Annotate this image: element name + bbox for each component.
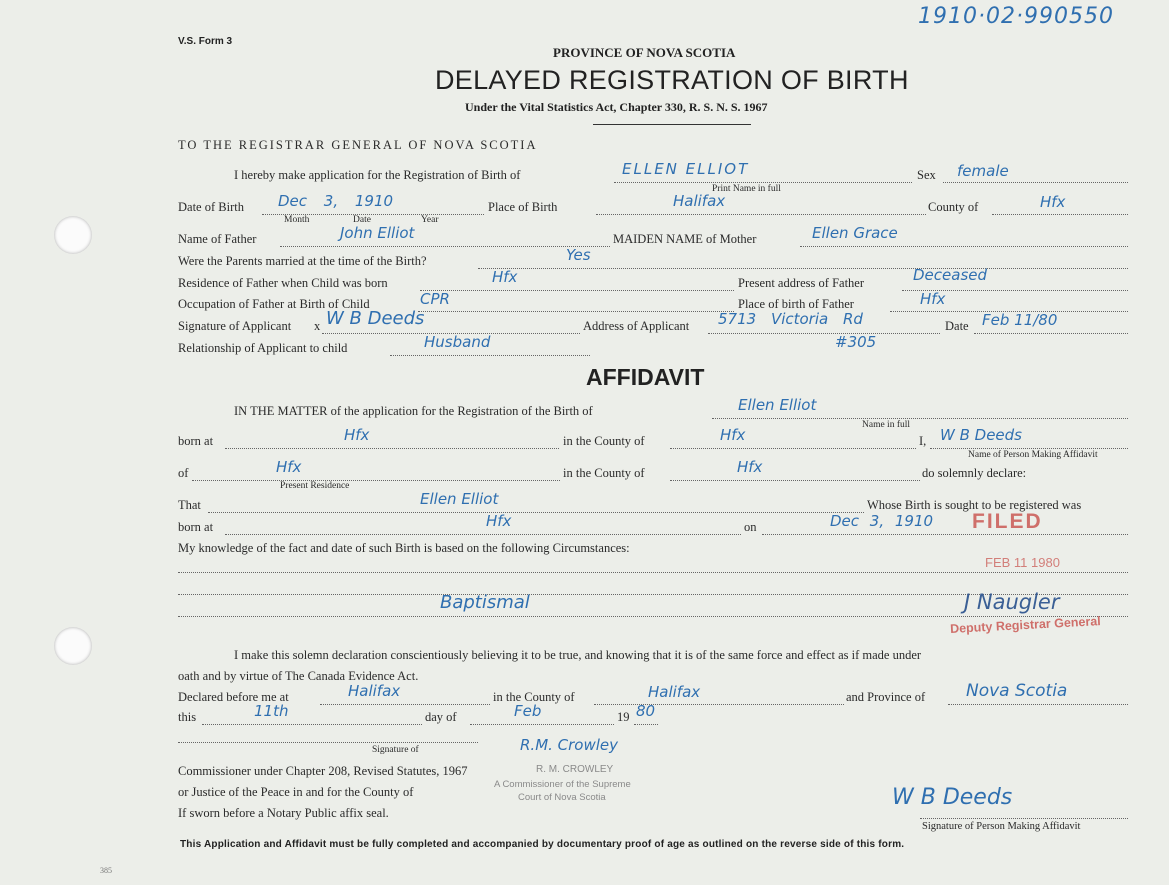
form-id: V.S. Form 3 — [178, 36, 233, 47]
affiant-name: W B Deeds — [940, 426, 1023, 444]
county-value: Hfx — [1040, 193, 1066, 211]
subtitle: Under the Vital Statistics Act, Chapter 330, R. S. N. S. 1967 — [465, 100, 768, 114]
filed-date-stamp: FEB 11 1980 — [985, 555, 1060, 570]
affiant-signature: W B Deeds — [892, 785, 1013, 810]
form-page: 1910·02·990550 V.S. Form 3 PROVINCE OF NOVA SCOTIA DELAYED REGISTRATION OF BIRTH Under the Vital Statistics Act, Chapter 330, R. S. N. S. 1967 TO THE REGISTRAR GENERAL OF NOVA SCOTIA I hereby make application for the Registration of Birth of ELLEN ELLIOT Print Name in full Sex female Date of Birth Dec 3, 1910 Month Date Year Place of Birth Halifax County of Hfx Name of Father John Elliot MAIDEN NAME of Mother Ellen Grace Were the Parents married at the time of the Birth? Yes Residence of Father when Child was born Hfx Present address of Father Deceased Occupation of Father at Birth of Child CPR Place of birth of Father Hfx Signature of Applicant x W B Deeds Address of Applicant 5713 Victoria Rd Date Feb 11/80 Relationship of Applicant to child Husband #305 AFFIDAVIT IN THE MATTER of the application for the Registration of the Birth of Ellen Elliot Name in full born at Hfx in the County of Hfx I, W B Deeds Name of Person Making Affidavit of Hfx Present Residence in the County of Hfx do solemnly declare: That Ellen Elliot Whose Birth is sought to be registered was born at Hfx on Dec 3, 1910 My knowledge of the fact and date of such Birth is based on the following Circumstances: Baptismal I make this solemn declaration conscientiously believing it to be true, and knowing that it is of the same force and effect as if made under oath and by virtue of The Canada Evidence Act. Declared before me at Halifax in the County of Halifax and Province of Nova Scotia this 11th day of Feb 19 80 R.M. Crowley Signature of Commissioner under Chapter 208, Revised Statutes, 1967 or Justice of the Peace in and for the County of If sworn before a Notary Public affix seal. R. M. CROWLEY A Commissioner of the Supreme Court of Nova Scotia W B Deeds Signature of Person Making Affidavit FILED FEB 11 1980 J Naugler Deputy Registrar General This Application and Affidavit must be fully completed and accompanied by documentary proof of age as outlined on the reverse side of this form. 385 — [0, 0, 1169, 885]
affiant-note: Name of Person Making Affidavit — [968, 450, 1098, 460]
declaration-line-2: oath and by virtue of The Canada Evidence Act. — [178, 669, 419, 683]
punch-hole-bottom — [54, 627, 92, 665]
child-name: ELLEN ELLIOT — [622, 160, 750, 178]
province-heading: PROVINCE OF NOVA SCOTIA — [553, 45, 736, 60]
this-label: this — [178, 710, 197, 724]
sex-label: Sex — [917, 168, 936, 182]
married-label: Were the Parents married at the time of the Birth? — [178, 254, 427, 268]
i-label: I, — [919, 434, 927, 448]
year-suffix: 80 — [636, 702, 656, 720]
solemn-label: do solemnly declare: — [922, 466, 1027, 480]
notary-note: If sworn before a Notary Public affix seal. — [178, 806, 389, 820]
born-at-value: Hfx — [344, 426, 370, 444]
pob-value: Halifax — [673, 192, 726, 210]
father-pob-label: Place of birth of Father — [738, 297, 854, 311]
county-value-3: Halifax — [648, 683, 701, 701]
this-value: 11th — [254, 702, 289, 720]
declaration-line-1: I make this solemn declaration conscientiously believing it to be true, and knowing that it is of the same force and effect as if made under — [234, 648, 922, 662]
that-label: That — [178, 498, 201, 512]
application-intro: I hereby make application for the Registration of Birth of — [234, 168, 521, 182]
affiant-signature-note: Signature of Person Making Affidavit — [922, 821, 1081, 832]
day-of-label: day of — [425, 710, 457, 724]
name-in-full-note: Name in full — [862, 420, 911, 430]
county-label: County of — [928, 200, 979, 214]
signature-of-label: Signature of — [372, 745, 419, 755]
filed-stamp: FILED — [972, 510, 1043, 533]
in-county-value: Hfx — [720, 426, 746, 444]
that-value: Ellen Elliot — [420, 490, 499, 508]
circumstance-value: Baptismal — [440, 592, 530, 613]
pob-label: Place of Birth — [488, 200, 558, 214]
of-value: Hfx — [276, 458, 302, 476]
sex-value: female — [957, 162, 1009, 180]
address-label: Address of Applicant — [583, 319, 690, 333]
commissioner-line-2: or Justice of the Peace in and for the County of — [178, 785, 414, 799]
date-value: Feb 11/80 — [982, 311, 1058, 329]
born-at-value-2: Hfx — [486, 512, 512, 530]
in-county-value-2: Hfx — [737, 458, 763, 476]
year-prefix: 19 — [617, 710, 630, 724]
married-value: Yes — [566, 246, 591, 264]
father-label: Name of Father — [178, 232, 257, 246]
signature-label: Signature of Applicant — [178, 319, 292, 333]
applicant-signature: W B Deeds — [326, 308, 425, 329]
relationship-value: Husband — [424, 333, 491, 351]
in-county-label: in the County of — [563, 434, 645, 448]
commissioner-stamp-2: A Commissioner of the Supreme — [494, 779, 631, 790]
born-at-label: born at — [178, 434, 214, 448]
residence-label: Residence of Father when Child was born — [178, 276, 388, 290]
mother-label: MAIDEN NAME of Mother — [613, 232, 757, 246]
occupation-label: Occupation of Father at Birth of Child — [178, 297, 370, 311]
relationship-label: Relationship of Applicant to child — [178, 341, 348, 355]
province-value: Nova Scotia — [966, 681, 1068, 701]
present-address-value: Deceased — [913, 266, 988, 284]
commissioner-stamp-1: R. M. CROWLEY — [536, 764, 614, 775]
knowledge-label: My knowledge of the fact and date of such Birth is based on the following Circumstances: — [178, 541, 630, 555]
registrar-signature: J Naugler — [964, 590, 1060, 614]
footer-note: This Application and Affidavit must be fully completed and accompanied by documentary proof of age as outlined on the reverse side of this form. — [180, 839, 905, 850]
residence-value: Hfx — [492, 268, 518, 286]
month-value: Feb — [514, 702, 542, 720]
in-county-label-2: in the County of — [563, 466, 645, 480]
commissioner-line-1: Commissioner under Chapter 208, Revised Statutes, 1967 — [178, 764, 468, 778]
commissioner-stamp-3: Court of Nova Scotia — [518, 792, 606, 803]
declared-label: Declared before me at — [178, 690, 289, 704]
registrar-title-stamp: Deputy Registrar General — [949, 614, 1102, 636]
year-label: Year — [421, 215, 439, 225]
father-value: John Elliot — [340, 224, 415, 242]
declared-value: Halifax — [348, 682, 401, 700]
commissioner-signature: R.M. Crowley — [520, 736, 619, 754]
month-label: Month — [284, 215, 310, 225]
born-at-label-2: born at — [178, 520, 214, 534]
whose-label: Whose Birth is sought to be registered was — [867, 498, 1082, 512]
addressee: TO THE REGISTRAR GENERAL OF NOVA SCOTIA — [178, 138, 538, 152]
dob-label: Date of Birth — [178, 200, 244, 214]
affidavit-heading: AFFIDAVIT — [586, 364, 705, 390]
page-title: DELAYED REGISTRATION OF BIRTH — [435, 65, 909, 95]
date-label-2: Date — [945, 319, 969, 333]
county-label-3: in the County of — [493, 690, 575, 704]
present-residence-note: Present Residence — [280, 481, 350, 491]
matter-label: IN THE MATTER of the application for the Registration of the Birth of — [234, 404, 593, 418]
father-pob-value: Hfx — [920, 290, 946, 308]
occupation-value: CPR — [420, 290, 450, 308]
corner-code: 385 — [100, 866, 112, 875]
print-name-note: Print Name in full — [712, 184, 781, 194]
apartment-number: #305 — [835, 333, 877, 351]
present-address-label: Present address of Father — [738, 276, 865, 290]
on-value: Dec 3, 1910 — [830, 512, 934, 530]
punch-hole-top — [54, 216, 92, 254]
dob-value: Dec 3, 1910 — [278, 192, 394, 210]
on-label: on — [744, 520, 757, 534]
corner-number: 1910·02·990550 — [918, 4, 1114, 29]
matter-name: Ellen Elliot — [738, 396, 817, 414]
title-rule — [593, 124, 751, 125]
mother-value: Ellen Grace — [812, 224, 898, 242]
address-value: 5713 Victoria Rd — [718, 310, 863, 328]
province-label: and Province of — [846, 690, 926, 704]
of-label: of — [178, 466, 189, 480]
date-label: Date — [353, 215, 371, 225]
